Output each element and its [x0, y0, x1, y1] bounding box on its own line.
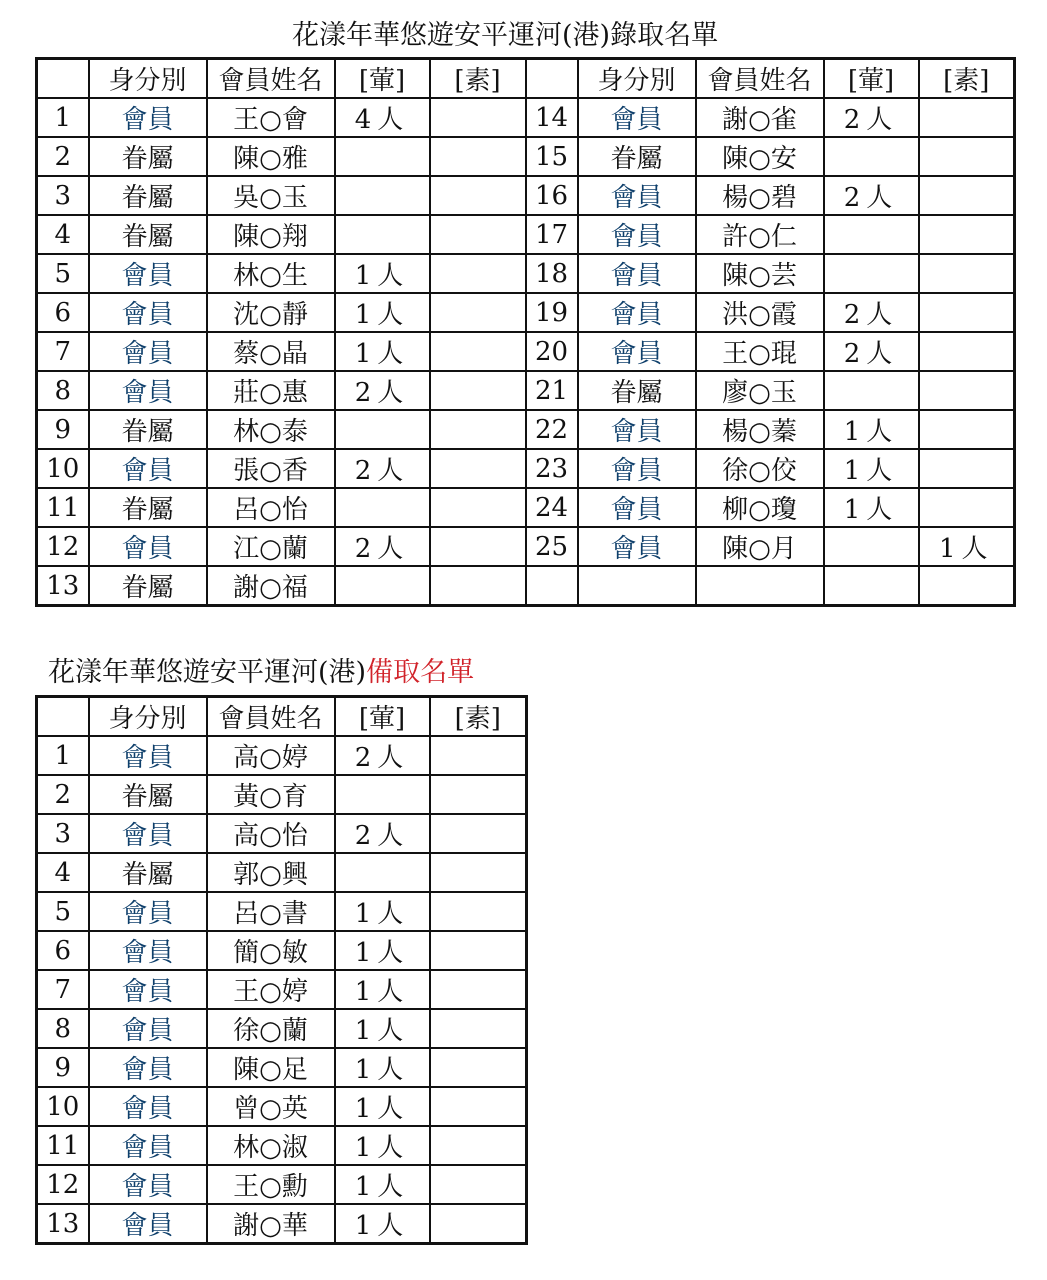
row-number: 12	[37, 1165, 89, 1204]
table-row	[37, 775, 527, 814]
veg-count	[430, 1009, 527, 1048]
veg-count	[919, 254, 1015, 293]
row-number: 4	[37, 853, 89, 892]
veg-count	[430, 293, 526, 332]
row-number: 10	[37, 1087, 89, 1126]
veg-count	[430, 1126, 527, 1165]
member-type: 會員	[89, 814, 207, 853]
member-name: 蔡○晶	[207, 332, 335, 371]
member-type: 會員	[578, 488, 696, 527]
meat-count: 1人	[335, 1087, 430, 1126]
member-name: 林○泰	[207, 410, 335, 449]
member-type: 會員	[578, 332, 696, 371]
member-type: 會員	[89, 1204, 207, 1244]
meat-count: 1人	[335, 1009, 430, 1048]
veg-count	[430, 736, 527, 775]
table-row	[37, 371, 1015, 410]
row-number: 2	[37, 775, 89, 814]
row-number: 13	[37, 566, 89, 606]
veg-count	[919, 332, 1015, 371]
meat-count	[824, 566, 919, 606]
table-row	[37, 736, 527, 775]
member-type: 會員	[89, 1048, 207, 1087]
header-meat: [葷]	[335, 697, 430, 737]
member-name: 徐○蘭	[207, 1009, 335, 1048]
waitlist-title-highlight: 備取名單	[366, 657, 475, 688]
member-type: 會員	[578, 527, 696, 566]
veg-count: 1人	[919, 527, 1015, 566]
table-row	[37, 1204, 527, 1244]
member-type: 會員	[578, 410, 696, 449]
admitted-list-title: 花漾年華悠遊安平運河(港)錄取名單	[292, 20, 719, 51]
header-no	[526, 59, 578, 99]
member-type	[578, 566, 696, 606]
meat-count: 1人	[824, 410, 919, 449]
meat-count	[824, 371, 919, 410]
row-number: 9	[37, 1048, 89, 1087]
row-number: 7	[37, 970, 89, 1009]
row-number: 2	[37, 137, 89, 176]
member-type: 會員	[89, 1165, 207, 1204]
waitlist-header-row	[37, 697, 527, 737]
admitted-table	[35, 57, 1016, 607]
table-row	[37, 527, 1015, 566]
meat-count: 1人	[335, 1048, 430, 1087]
member-name: 林○淑	[207, 1126, 335, 1165]
table-row	[37, 332, 1015, 371]
table-row	[37, 566, 1015, 606]
row-number: 4	[37, 215, 89, 254]
member-name: 許○仁	[696, 215, 824, 254]
member-type: 眷屬	[89, 137, 207, 176]
row-number: 25	[526, 527, 578, 566]
table-row	[37, 488, 1015, 527]
meat-count: 2人	[335, 449, 430, 488]
table-row	[37, 1009, 527, 1048]
veg-count	[919, 566, 1015, 606]
row-number: 12	[37, 527, 89, 566]
member-name: 謝○雀	[696, 98, 824, 137]
meat-count	[824, 137, 919, 176]
member-name: 林○生	[207, 254, 335, 293]
veg-count	[430, 853, 527, 892]
member-name: 江○蘭	[207, 527, 335, 566]
meat-count: 1人	[335, 970, 430, 1009]
member-type: 會員	[89, 892, 207, 931]
row-number: 13	[37, 1204, 89, 1244]
table-row	[37, 1126, 527, 1165]
member-type: 會員	[89, 332, 207, 371]
row-number: 3	[37, 176, 89, 215]
veg-count	[430, 215, 526, 254]
veg-count	[430, 137, 526, 176]
row-number: 17	[526, 215, 578, 254]
meat-count	[824, 254, 919, 293]
meat-count: 1人	[335, 892, 430, 931]
meat-count: 2人	[335, 371, 430, 410]
member-type: 會員	[89, 931, 207, 970]
table-row	[37, 931, 527, 970]
veg-count	[430, 332, 526, 371]
header-type: 身分別	[89, 697, 207, 737]
waitlist-table	[35, 695, 528, 1245]
member-type: 會員	[578, 98, 696, 137]
meat-count: 1人	[824, 449, 919, 488]
table-row	[37, 137, 1015, 176]
member-type: 眷屬	[89, 853, 207, 892]
row-number: 19	[526, 293, 578, 332]
meat-count	[335, 566, 430, 606]
row-number: 22	[526, 410, 578, 449]
row-number: 5	[37, 892, 89, 931]
veg-count	[430, 931, 527, 970]
table-row	[37, 814, 527, 853]
meat-count: 2人	[824, 98, 919, 137]
member-name: 謝○福	[207, 566, 335, 606]
veg-count	[430, 566, 526, 606]
member-name: 高○怡	[207, 814, 335, 853]
veg-count	[430, 176, 526, 215]
meat-count: 1人	[335, 332, 430, 371]
row-number: 6	[37, 931, 89, 970]
header-meat: [葷]	[335, 59, 430, 99]
meat-count: 4人	[335, 98, 430, 137]
row-number: 24	[526, 488, 578, 527]
member-type: 會員	[89, 970, 207, 1009]
row-number: 8	[37, 371, 89, 410]
member-name: 郭○興	[207, 853, 335, 892]
meat-count	[824, 215, 919, 254]
row-number: 7	[37, 332, 89, 371]
member-name: 吳○玉	[207, 176, 335, 215]
row-number: 15	[526, 137, 578, 176]
veg-count	[919, 176, 1015, 215]
meat-count	[335, 215, 430, 254]
meat-count: 1人	[335, 1126, 430, 1165]
meat-count	[335, 488, 430, 527]
member-type: 會員	[578, 254, 696, 293]
row-number: 8	[37, 1009, 89, 1048]
header-veg: [素]	[430, 59, 526, 99]
member-name	[696, 566, 824, 606]
meat-count: 2人	[335, 527, 430, 566]
table-row	[37, 970, 527, 1009]
veg-count	[430, 449, 526, 488]
member-name: 徐○佼	[696, 449, 824, 488]
member-type: 會員	[89, 1087, 207, 1126]
member-type: 會員	[578, 293, 696, 332]
member-name: 柳○瓊	[696, 488, 824, 527]
member-type: 會員	[89, 98, 207, 137]
header-name: 會員姓名	[207, 697, 335, 737]
meat-count: 1人	[824, 488, 919, 527]
table-row	[37, 1165, 527, 1204]
member-name: 陳○翔	[207, 215, 335, 254]
row-number: 11	[37, 488, 89, 527]
member-type: 眷屬	[89, 488, 207, 527]
row-number: 11	[37, 1126, 89, 1165]
veg-count	[430, 775, 527, 814]
veg-count	[430, 1204, 527, 1244]
member-name: 陳○安	[696, 137, 824, 176]
header-name: 會員姓名	[207, 59, 335, 99]
veg-count	[919, 98, 1015, 137]
member-type: 眷屬	[578, 371, 696, 410]
table-row	[37, 449, 1015, 488]
veg-count	[430, 970, 527, 1009]
veg-count	[430, 1165, 527, 1204]
member-name: 莊○惠	[207, 371, 335, 410]
member-name: 沈○靜	[207, 293, 335, 332]
member-type: 會員	[89, 449, 207, 488]
veg-count	[430, 892, 527, 931]
member-name: 洪○霞	[696, 293, 824, 332]
meat-count: 2人	[335, 736, 430, 775]
meat-count: 2人	[824, 332, 919, 371]
table-row	[37, 410, 1015, 449]
member-name: 廖○玉	[696, 371, 824, 410]
veg-count	[919, 410, 1015, 449]
member-name: 謝○華	[207, 1204, 335, 1244]
veg-count	[430, 1048, 527, 1087]
member-name: 陳○芸	[696, 254, 824, 293]
veg-count	[919, 488, 1015, 527]
member-name: 簡○敏	[207, 931, 335, 970]
admitted-header-row	[37, 59, 1015, 99]
header-veg: [素]	[430, 697, 527, 737]
member-type: 會員	[89, 1126, 207, 1165]
table-row	[37, 892, 527, 931]
member-type: 會員	[578, 176, 696, 215]
meat-count	[335, 853, 430, 892]
row-number: 21	[526, 371, 578, 410]
member-type: 眷屬	[578, 137, 696, 176]
member-name: 陳○足	[207, 1048, 335, 1087]
member-type: 會員	[89, 736, 207, 775]
table-row	[37, 853, 527, 892]
row-number: 20	[526, 332, 578, 371]
member-type: 會員	[89, 527, 207, 566]
meat-count: 1人	[335, 1204, 430, 1244]
header-no	[37, 697, 89, 737]
member-name: 曾○英	[207, 1087, 335, 1126]
veg-count	[430, 1087, 527, 1126]
veg-count	[430, 98, 526, 137]
row-number: 3	[37, 814, 89, 853]
member-name: 陳○月	[696, 527, 824, 566]
meat-count: 1人	[335, 254, 430, 293]
member-name: 黃○育	[207, 775, 335, 814]
waitlist-title-main: 花漾年華悠遊安平運河(港)	[48, 657, 367, 688]
row-number: 16	[526, 176, 578, 215]
veg-count	[919, 449, 1015, 488]
meat-count	[335, 775, 430, 814]
veg-count	[430, 254, 526, 293]
member-name: 王○勳	[207, 1165, 335, 1204]
member-type: 會員	[578, 449, 696, 488]
table-row	[37, 215, 1015, 254]
member-type: 眷屬	[89, 176, 207, 215]
veg-count	[919, 293, 1015, 332]
row-number: 18	[526, 254, 578, 293]
table-row	[37, 293, 1015, 332]
row-number: 14	[526, 98, 578, 137]
veg-count	[919, 137, 1015, 176]
member-name: 王○琨	[696, 332, 824, 371]
member-type: 眷屬	[89, 410, 207, 449]
header-meat: [葷]	[824, 59, 919, 99]
header-type: 身分別	[89, 59, 207, 99]
waitlist-title	[48, 657, 474, 689]
member-name: 高○婷	[207, 736, 335, 775]
row-number: 1	[37, 736, 89, 775]
meat-count	[824, 527, 919, 566]
meat-count: 1人	[335, 931, 430, 970]
row-number: 10	[37, 449, 89, 488]
member-name: 陳○雅	[207, 137, 335, 176]
member-name: 王○會	[207, 98, 335, 137]
table-row	[37, 1087, 527, 1126]
header-name: 會員姓名	[696, 59, 824, 99]
member-type: 眷屬	[89, 775, 207, 814]
member-name: 楊○蓁	[696, 410, 824, 449]
table-row	[37, 98, 1015, 137]
member-type: 會員	[89, 293, 207, 332]
meat-count	[335, 410, 430, 449]
veg-count	[919, 215, 1015, 254]
veg-count	[430, 814, 527, 853]
row-number: 6	[37, 293, 89, 332]
row-number: 9	[37, 410, 89, 449]
veg-count	[430, 527, 526, 566]
meat-count: 1人	[335, 1165, 430, 1204]
meat-count: 2人	[824, 293, 919, 332]
member-type: 會員	[89, 254, 207, 293]
header-veg: [素]	[919, 59, 1015, 99]
row-number	[526, 566, 578, 606]
meat-count	[335, 176, 430, 215]
member-type: 眷屬	[89, 566, 207, 606]
header-no	[37, 59, 89, 99]
member-name: 王○婷	[207, 970, 335, 1009]
row-number: 23	[526, 449, 578, 488]
member-name: 呂○怡	[207, 488, 335, 527]
meat-count: 2人	[824, 176, 919, 215]
member-name: 楊○碧	[696, 176, 824, 215]
table-row	[37, 176, 1015, 215]
veg-count	[430, 410, 526, 449]
meat-count	[335, 137, 430, 176]
member-type: 會員	[578, 215, 696, 254]
header-type: 身分別	[578, 59, 696, 99]
veg-count	[919, 371, 1015, 410]
veg-count	[430, 371, 526, 410]
member-name: 呂○書	[207, 892, 335, 931]
meat-count: 1人	[335, 293, 430, 332]
table-row	[37, 1048, 527, 1087]
table-row	[37, 254, 1015, 293]
member-type: 會員	[89, 1009, 207, 1048]
row-number: 1	[37, 98, 89, 137]
meat-count: 2人	[335, 814, 430, 853]
member-name: 張○香	[207, 449, 335, 488]
row-number: 5	[37, 254, 89, 293]
veg-count	[430, 488, 526, 527]
member-type: 會員	[89, 371, 207, 410]
member-type: 眷屬	[89, 215, 207, 254]
